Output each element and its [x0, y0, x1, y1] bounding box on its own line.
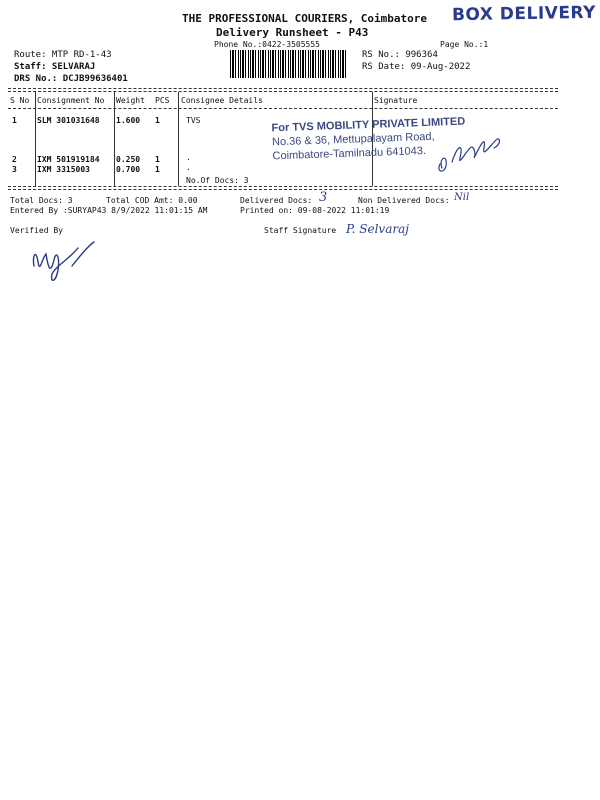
entered-by: Entered By :SURYAP43 8/9/2022 11:01:15 AM	[10, 206, 208, 215]
stamp-line-2: No.36 & 36, Mettupalayam Road,	[271, 130, 435, 149]
table-bottom-rule	[8, 186, 558, 187]
table-row-consignee: .	[186, 163, 191, 172]
staff-signature-label: Staff Signature	[264, 226, 337, 235]
table-header-rule	[8, 108, 558, 109]
stamp-line-3: Coimbatore-Tamilnadu 641043.	[272, 145, 427, 163]
table-top-rule-2	[8, 91, 558, 92]
col-divider	[178, 92, 179, 186]
table-top-rule	[8, 88, 558, 89]
table-row-weight: 0.700	[116, 165, 141, 174]
header-weight: Weight	[116, 96, 145, 105]
sheet-title: Delivery Runsheet - P43	[216, 26, 369, 39]
header-pcs: PCS	[155, 96, 170, 105]
table-row-pcs: 1	[155, 165, 160, 174]
barcode	[230, 50, 348, 78]
drs-number: DRS No.: DCJB99636401	[14, 74, 128, 84]
staff-name: Staff: SELVARAJ	[14, 62, 96, 72]
delivered-docs-handwritten: 3	[319, 190, 328, 205]
company-title: THE PROFESSIONAL COURIERS, Coimbatore	[182, 12, 428, 25]
col-divider	[35, 92, 36, 186]
rs-number: RS No.: 996364	[362, 50, 438, 60]
header-consignee: Consignee Details	[181, 96, 263, 105]
total-docs: Total Docs: 3	[10, 196, 73, 205]
header-signature: Signature	[374, 96, 418, 105]
table-row-pcs: 1	[155, 155, 160, 164]
rs-date: RS Date: 09-Aug-2022	[362, 62, 471, 72]
printed-on: Printed on: 09-08-2022 11:01:19	[240, 206, 390, 215]
consignee-signature-ink	[430, 118, 510, 178]
col-divider	[114, 92, 115, 186]
non-delivered-docs: Non Delivered Docs:	[358, 196, 450, 205]
route: Route: MTP RD-1-43	[14, 50, 112, 60]
table-row-sno: 3	[12, 165, 17, 174]
non-delivered-handwritten: Nil	[454, 192, 470, 203]
table-row-consignment: SLM 301031648	[37, 116, 100, 125]
table-row-pcs: 1	[155, 116, 160, 125]
table-row-consignment: IXM 3315003	[37, 165, 90, 174]
verified-by-signature-ink	[26, 236, 106, 286]
table-row-consignee: TVS	[186, 116, 201, 125]
table-row-consignment: IXM 501919184	[37, 155, 100, 164]
table-bottom-rule-2	[8, 189, 558, 190]
table-row-sno: 2	[12, 155, 17, 164]
table-row-weight: 0.250	[116, 155, 141, 164]
total-cod: Total COD Amt: 0.00	[106, 196, 198, 205]
header-sno: S No	[10, 96, 30, 105]
verified-by-label: Verified By	[10, 226, 63, 235]
header-consignment: Consignment No	[37, 96, 105, 105]
stamp-line-1: For TVS MOBILITY PRIVATE LIMITED	[271, 115, 466, 135]
table-row-weight: 1.600	[116, 116, 141, 125]
staff-signature-handwritten: P. Selvaraj	[346, 222, 409, 236]
phone-number: Phone No.:0422-3505555	[214, 40, 320, 49]
table-row-sno: 1	[12, 116, 17, 125]
page-number: Page No.:1	[440, 40, 489, 49]
box-delivery-stamp: BOX DELIVERY	[451, 2, 597, 26]
table-row-consignee: .	[186, 153, 191, 162]
delivered-docs: Delivered Docs:	[240, 196, 313, 205]
no-of-docs: No.Of Docs: 3	[186, 176, 249, 185]
